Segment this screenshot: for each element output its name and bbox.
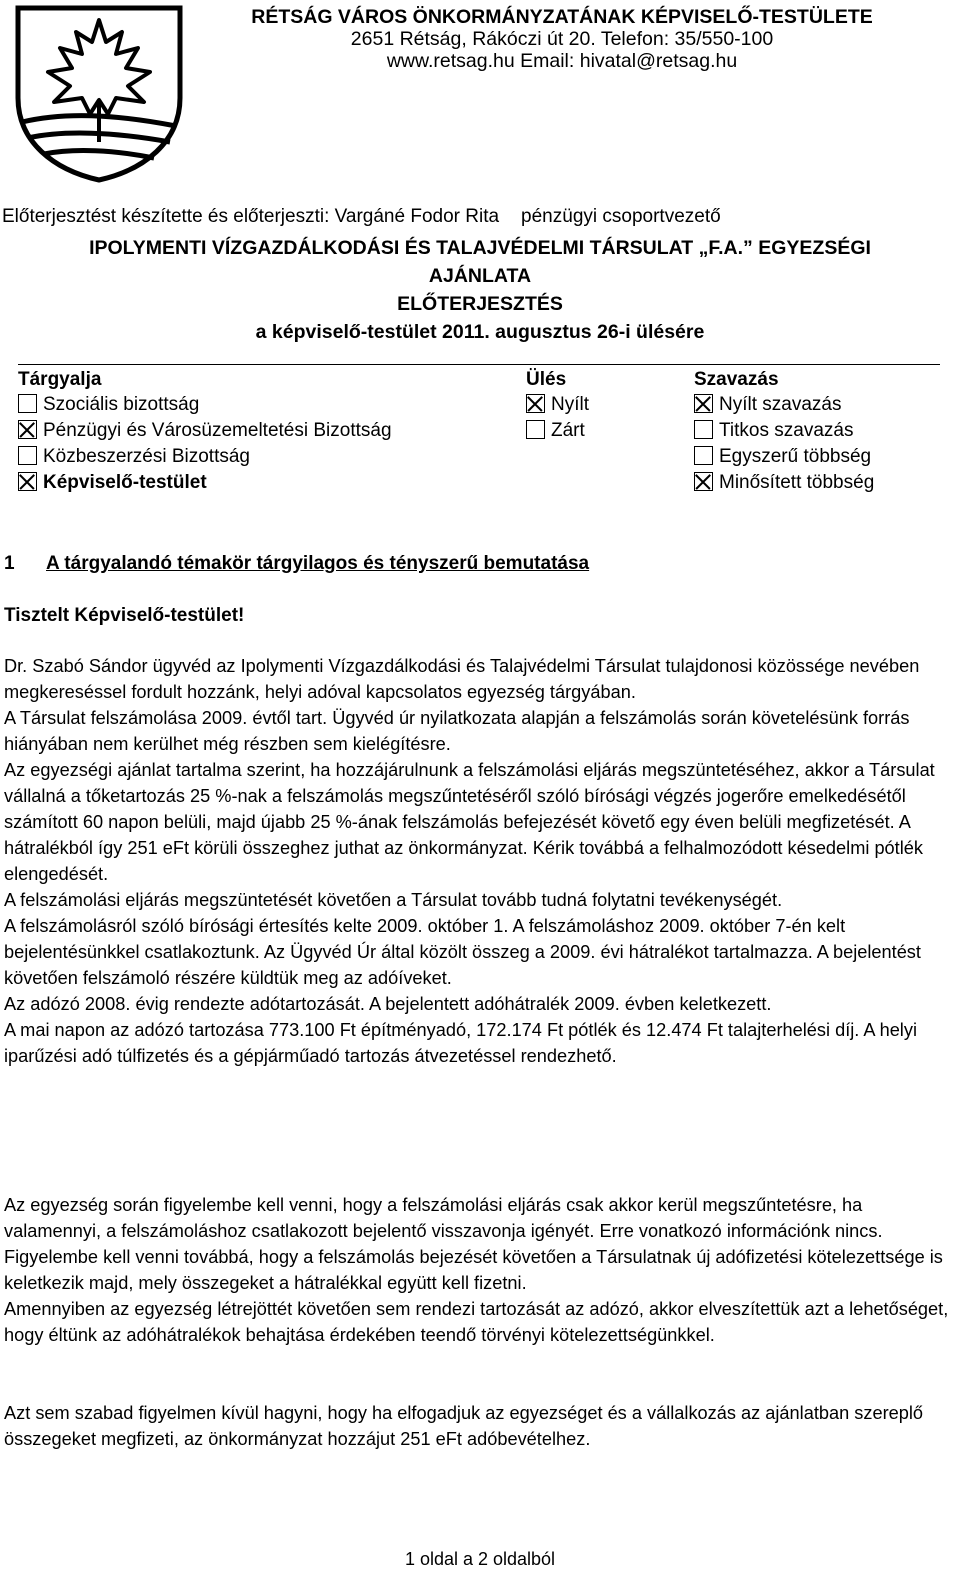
section-heading xyxy=(4,553,589,575)
section-title: A tárgyalandó témakör tárgyilagos és tényszerű bemutatása xyxy=(46,553,590,574)
header-targyalja: Tárgyalja xyxy=(18,369,102,390)
title-line-3: ELŐTERJESZTÉS xyxy=(397,293,563,315)
prepared-by-role: pénzügyi csoportvezető xyxy=(521,206,721,227)
label-nyilt-szavazas: Nyílt szavazás xyxy=(719,394,842,415)
checkbox-titkos-szavazas[interactable] xyxy=(694,420,713,439)
paragraph-6: Az adózó 2008. évig rendezte adótartozását. A bejelentett adóhátralék 2009. évben keletkezett. xyxy=(4,994,772,1014)
checkbox-zart-ules[interactable] xyxy=(526,420,545,439)
checkbox-minositett-tobbseg[interactable] xyxy=(694,472,713,491)
paragraph-2: A Társulat felszámolása 2009. évtől tart. Ügyvéd úr nyilatkozata alapján a felszámolás során követelésünk forrás hiányában nem kerülhet még részben sem kielégítésre. xyxy=(4,708,910,754)
document-title xyxy=(0,234,960,346)
checkbox-nyilt-szavazas[interactable] xyxy=(694,394,713,413)
label-kozbeszerzesi-bizottsag: Közbeszerzési Bizottság xyxy=(43,446,250,467)
title-line-1: IPOLYMENTI VÍZGAZDÁLKODÁSI ÉS TALAJVÉDELMI TÁRSULAT „F.A.” EGYEZSÉGI xyxy=(89,237,871,259)
greeting: Tisztelt Képviselő-testület! xyxy=(4,605,245,626)
paragraph-11: Azt sem szabad figyelmen kívül hagyni, hogy ha elfogadjuk az egyezséget és a vállalkozás az ajánlatban szereplő összegeket megfizeti, az önkormányzat hozzájut 251 eFt adóbevételhez. xyxy=(4,1403,924,1449)
paragraph-9: Figyelembe kell venni továbbá, hogy a felszámolás bejezését követően a Társulatnak új adófizetési kötelezettsége is keletkezik majd, mely összegeket a hátralékkal együtt kell fizetni. xyxy=(4,1247,943,1293)
paragraph-3: Az egyezségi ajánlat tartalma szerint, ha hozzájárulnunk a felszámolási eljárás megszüntetéséhez, akkor a Társulat vállalná a tőketartozás 25 %-nak a felszámolás megszűntetéséről szóló bírósági végzés jogerőre emelkedésétől számított 60 napon belüli, majd újabb 25 %-ának felszámolás befejezését követő egy éven belüli megfizetését. A hátralékból így 251 eFt körüli összeghez juthat az önkormányzat. Kérik továbbá a felhalmozódott késedelmi pótlék elengedését. xyxy=(4,760,935,884)
letterhead-contact: www.retsag.hu Email: hivatal@retsag.hu xyxy=(386,50,738,72)
checkbox-kepviselo-testulet[interactable] xyxy=(18,472,37,491)
checkbox-kozbeszerzesi-bizottsag[interactable] xyxy=(18,446,37,465)
section-number: 1 xyxy=(4,553,15,574)
label-minositett-tobbseg: Minősített többség xyxy=(719,472,875,493)
title-line-2: AJÁNLATA xyxy=(428,265,532,287)
paragraph-8: Az egyezség során figyelembe kell venni, hogy a felszámolási eljárás csak akkor kerül megszűntetésre, ha valamennyi, a felszámoláshoz csatlakozott bejelentő visszavonja igényét. Erre vonatkozó információnk nincs. xyxy=(4,1195,883,1241)
prepared-by-text: Előterjesztést készítette és előterjeszti: Vargáné Fodor Rita xyxy=(2,206,500,227)
letterhead-address: 2651 Rétság, Rákóczi út 20. Telefon: 35/550-100 xyxy=(350,28,774,50)
prepared-by xyxy=(2,206,721,228)
checkbox-szocialis-bizottsag[interactable] xyxy=(18,394,37,413)
label-zart-ules: Zárt xyxy=(551,420,585,441)
label-titkos-szavazas: Titkos szavazás xyxy=(719,420,854,441)
label-kepviselo-testulet: Képviselő-testület xyxy=(43,472,207,493)
header-szavazas: Szavazás xyxy=(694,369,779,390)
town-crest-icon xyxy=(4,2,194,184)
page-number: 1 oldal a 2 oldalból xyxy=(404,1549,556,1569)
paragraph-7: A mai napon az adózó tartozása 773.100 Ft építményadó, 172.174 Ft pótlék és 12.474 Ft talajterhelési díj. A helyi iparűzési adó túlfizetés és a gépjárműadó tartozás átvezetéssel rendezhető. xyxy=(4,1020,917,1066)
letterhead-title: RÉTSÁG VÁROS ÖNKORMÁNYZATÁNAK KÉPVISELŐ-TESTÜLETE xyxy=(251,6,873,28)
checkbox-penzugyi-bizottsag[interactable] xyxy=(18,420,37,439)
checkbox-nyilt-ules[interactable] xyxy=(526,394,545,413)
body-block-3 xyxy=(4,1400,950,1452)
title-line-4: a képviselő-testület 2011. augusztus 26-i ülésére xyxy=(255,321,705,343)
header-ules: Ülés xyxy=(526,369,567,390)
body-block-1 xyxy=(4,653,950,1069)
label-egyszeru-tobbseg: Egyszerű többség xyxy=(719,446,872,467)
letterhead xyxy=(204,6,920,72)
paragraph-5: A felszámolásról szóló bírósági értesítés kelte 2009. október 1. A felszámoláshoz 2009. október 7-én kelt bejelentésünkkel csatlakoztunk. Az Ügyvéd Úr által közölt összeg a 2009. évi hátralékot tartalmazza. A bejelentést követően felszámoló részére küldtük meg az adóíveket. xyxy=(4,916,921,988)
label-szocialis-bizottsag: Szociális bizottság xyxy=(43,394,200,415)
label-penzugyi-bizottsag: Pénzügyi és Városüzemeltetési Bizottság xyxy=(43,420,392,441)
paragraph-1: Dr. Szabó Sándor ügyvéd az Ipolymenti Vízgazdálkodási és Talajvédelmi Társulat tulajdonosi közössége nevében megkereséssel fordult hozzánk, helyi adóval kapcsolatos egyezség tárgyában. xyxy=(4,656,920,702)
paragraph-4: A felszámolási eljárás megszüntetését követően a Társulat tovább tudná folytatni tevékenységét. xyxy=(4,890,783,910)
label-nyilt-ules: Nyílt xyxy=(551,394,589,415)
divider xyxy=(18,364,940,365)
body-block-2 xyxy=(4,1192,950,1348)
checkbox-egyszeru-tobbseg[interactable] xyxy=(694,446,713,465)
paragraph-10: Amennyiben az egyezség létrejöttét követően sem rendezi tartozását az adózó, akkor elveszítettük azt a lehetőséget, hogy éltünk az adóhátralékok behajtása érdekében teendő törvényi kötelezettségünkkel. xyxy=(4,1299,949,1345)
